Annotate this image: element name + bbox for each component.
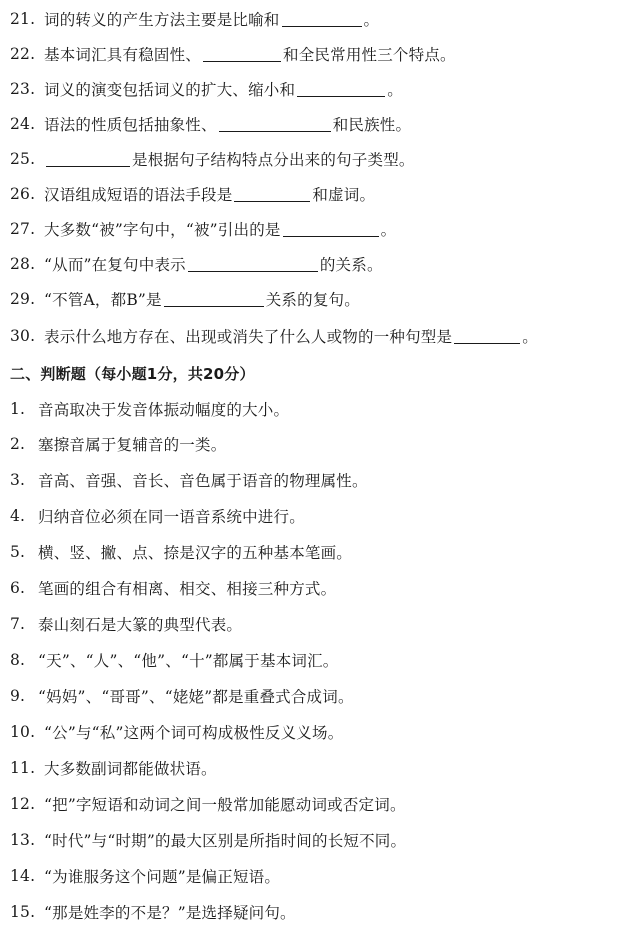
question-number: 9. (10, 687, 26, 705)
question-number: 27. (10, 220, 36, 238)
judge-question-4 (10, 499, 622, 533)
section-title: 二、判断题（每小题1分，共20分） (10, 364, 255, 383)
question-number: 6. (10, 579, 26, 597)
answer-blank (164, 305, 264, 307)
answer-blank (282, 25, 362, 27)
question-text: “不管A，都B”是 (44, 291, 162, 309)
question-text-end: 和民族性。 (332, 116, 412, 134)
question-number: 10. (10, 723, 36, 741)
question-26 (10, 177, 622, 211)
question-text-end: 和虚词。 (312, 186, 376, 204)
judge-question-15 (10, 895, 622, 929)
question-text: 笔画的组合有相离、相交、相接三种方式。 (38, 580, 337, 598)
question-number: 14. (10, 867, 36, 885)
question-21 (10, 2, 622, 36)
question-number: 2. (10, 435, 26, 453)
question-number: 8. (10, 651, 26, 669)
question-number: 12. (10, 795, 36, 813)
judge-question-8 (10, 643, 622, 677)
question-text-end: 是根据句子结构特点分出来的句子类型。 (132, 151, 415, 169)
question-text: 音高取决于发音体振动幅度的大小。 (38, 401, 290, 419)
answer-blank (219, 130, 331, 132)
question-text: 词的转义的产生方法主要是比喻和 (44, 11, 280, 29)
question-text: “从而”在复句中表示 (44, 256, 186, 274)
question-number: 4. (10, 507, 26, 525)
question-text: 音高、音强、音长、音色属于语音的物理属性。 (38, 472, 368, 490)
judge-question-10 (10, 715, 622, 749)
question-text: 大多数副词都能做状语。 (44, 760, 217, 778)
answer-blank (188, 270, 318, 272)
judge-question-1 (10, 392, 622, 426)
question-24 (10, 107, 622, 141)
question-text: 归纳音位必须在同一语音系统中进行。 (38, 508, 305, 526)
question-text-end: 关系的复句。 (265, 291, 360, 309)
question-text: 汉语组成短语的语法手段是 (44, 186, 233, 204)
judge-question-6 (10, 571, 622, 605)
question-number: 7. (10, 615, 26, 633)
judge-question-14 (10, 859, 622, 893)
question-number: 22. (10, 45, 36, 63)
question-number: 23. (10, 80, 36, 98)
judge-question-11 (10, 751, 622, 785)
question-text: 基本词汇具有稳固性、 (44, 46, 202, 64)
judge-question-9 (10, 679, 622, 713)
question-text: “那是姓李的不是？”是选择疑问句。 (44, 904, 296, 922)
question-text: “天”、“人”、“他”、“十”都属于基本词汇。 (38, 652, 339, 670)
answer-blank (234, 200, 310, 202)
question-text: “妈妈”、“哥哥”、“姥姥”都是重叠式合成词。 (38, 688, 354, 706)
question-number: 29. (10, 290, 36, 308)
question-number: 25. (10, 150, 36, 168)
question-text: 词义的演变包括词义的扩大、缩小和 (44, 81, 296, 99)
question-text: 塞擦音属于复辅音的一类。 (38, 436, 227, 454)
question-number: 5. (10, 543, 26, 561)
question-text-end: 和全民常用性三个特点。 (283, 46, 456, 64)
question-27 (10, 212, 622, 246)
judge-question-2 (10, 427, 622, 461)
question-number: 28. (10, 255, 36, 273)
question-number: 24. (10, 115, 36, 133)
question-text: 泰山刻石是大篆的典型代表。 (38, 616, 243, 634)
question-text: “把”字短语和动词之间一般常加能愿动词或否定词。 (44, 796, 406, 814)
question-30 (10, 319, 622, 353)
section-heading (10, 356, 622, 390)
answer-blank (46, 165, 130, 167)
question-text-end: 。 (522, 328, 538, 346)
question-text: 大多数“被”字句中，“被”引出的是 (44, 221, 281, 239)
question-number: 13. (10, 831, 36, 849)
question-text: “公”与“私”这两个词可构成极性反义义场。 (44, 724, 344, 742)
question-23 (10, 72, 622, 106)
judge-question-7 (10, 607, 622, 641)
question-number: 30. (10, 327, 36, 345)
question-29 (10, 282, 622, 316)
judge-question-5 (10, 535, 622, 569)
question-number: 3. (10, 471, 26, 489)
question-text: 表示什么地方存在、出现或消失了什么人或物的一种句型是 (44, 328, 453, 346)
question-28 (10, 247, 622, 281)
question-25 (10, 142, 622, 176)
judge-question-12 (10, 787, 622, 821)
question-text-end: 。 (363, 11, 380, 29)
question-text: 语法的性质包括抽象性、 (44, 116, 217, 134)
question-number: 26. (10, 185, 36, 203)
question-text-end: 。 (387, 81, 403, 99)
question-text-end: 的关系。 (319, 256, 383, 274)
question-number: 1. (10, 400, 26, 418)
question-text: 横、竖、撇、点、捺是汉字的五种基本笔画。 (38, 544, 353, 562)
question-number: 21. (10, 10, 36, 28)
question-text-end: 。 (380, 221, 397, 239)
judge-question-13 (10, 823, 622, 857)
question-22 (10, 37, 622, 71)
answer-blank (454, 342, 520, 344)
answer-blank (283, 235, 379, 237)
question-text: “为谁服务这个问题”是偏正短语。 (44, 868, 281, 886)
answer-blank (203, 60, 281, 62)
question-text: “时代”与“时期”的最大区别是所指时间的长短不同。 (44, 832, 407, 850)
answer-blank (297, 95, 385, 97)
question-number: 11. (10, 759, 36, 777)
question-number: 15. (10, 903, 36, 921)
judge-question-3 (10, 463, 622, 497)
